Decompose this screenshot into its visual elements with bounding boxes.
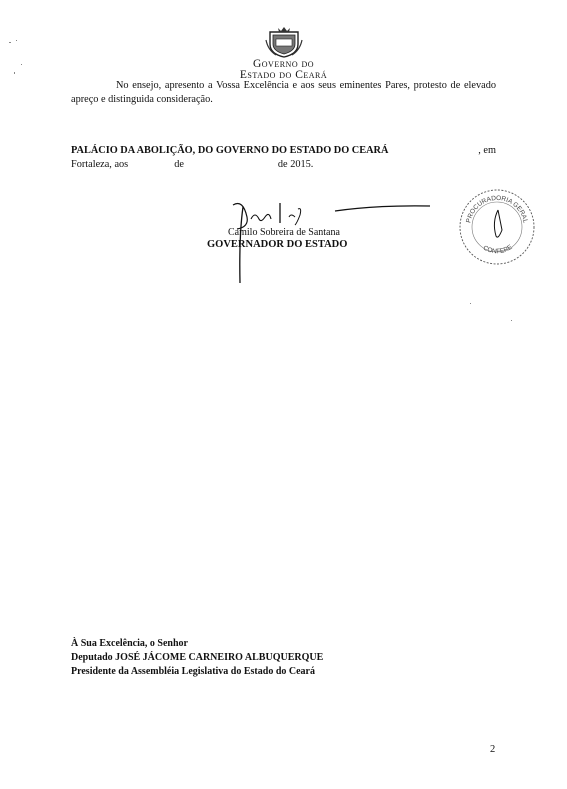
header-state: Estado do Ceará: [239, 69, 328, 81]
procuradoria-stamp: [456, 186, 538, 268]
svg-text:PROCURADORIA GERAL: [465, 195, 528, 224]
addressee-salutation: À Sua Excelência, o Senhor: [71, 638, 188, 649]
header-government: Governo do: [252, 58, 315, 70]
date-de: de: [174, 159, 184, 170]
closing-paragraph: No ensejo, apresento a Vossa Excelência e aos seus eminentes Pares, protesto de elevado apreço e distinguida consideração.: [71, 80, 496, 105]
addressee-role: Presidente da Assembléia Legislativa do Estado do Ceará: [71, 666, 315, 677]
place-suffix: , em: [478, 145, 496, 156]
stamp-top-text: PROCURADORIA GERAL: [465, 194, 529, 224]
signatory-title: GOVERNADOR DO ESTADO: [207, 239, 348, 250]
place-date-paragraph: [71, 144, 496, 172]
stamp-bottom-text: CONFERE: [481, 243, 514, 256]
svg-text:CONFERE: [482, 243, 515, 255]
signatory-name: Camilo Sobreira de Santana: [228, 227, 340, 238]
addressee-name: Deputado JOSÉ JÁCOME CARNEIRO ALBUQUERQUE: [71, 652, 324, 663]
place-line: [71, 144, 496, 158]
state-crest-icon: [264, 26, 304, 58]
date-year: de 2015.: [277, 159, 314, 170]
palace-name: PALÁCIO DA ABOLIÇÃO, DO GOVERNO DO ESTADO DO CEARÁ: [71, 145, 389, 156]
page-number: 2: [490, 744, 496, 755]
date-line: [71, 158, 496, 172]
date-city: Fortaleza, aos: [71, 159, 129, 170]
addressee-block: [71, 637, 323, 679]
